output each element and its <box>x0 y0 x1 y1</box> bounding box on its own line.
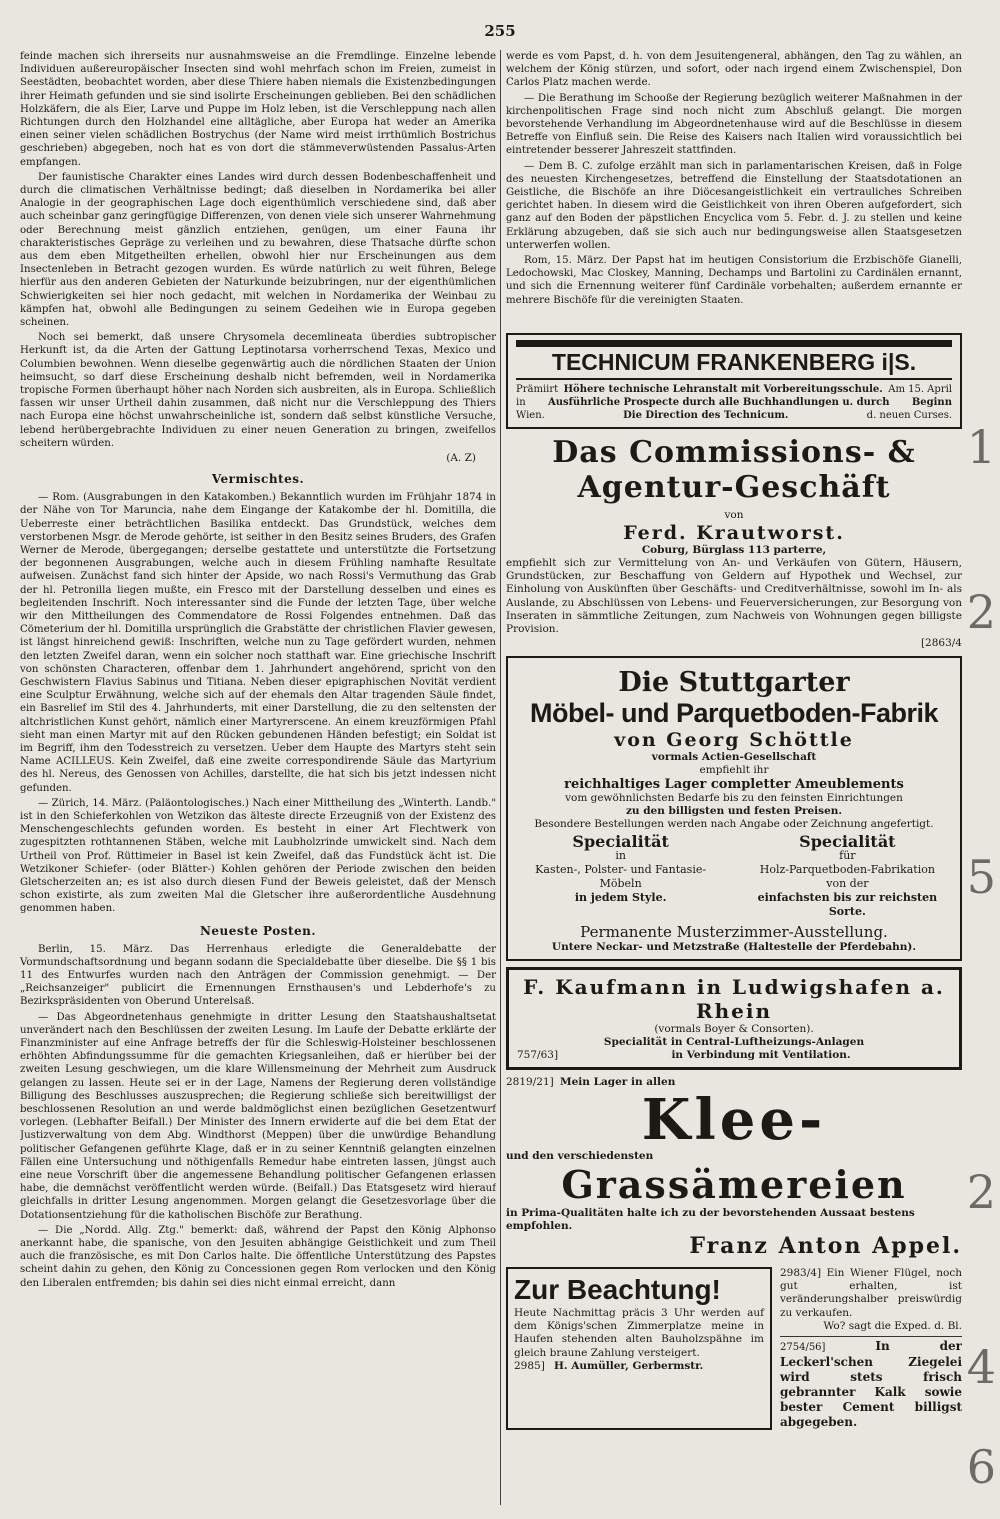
section-heading-vermischtes: Vermischtes. <box>211 472 305 487</box>
margin-pencil-mark: 2 <box>966 1165 996 1219</box>
ad-text: empfiehlt ihr <box>699 763 769 776</box>
ad-specialty-right <box>743 831 952 919</box>
ad-text: zu den billigsten und festen Preisen. <box>625 804 843 817</box>
ad-text: in Prima-Qualitäten halte ich zu der bevorstehenden Aussaat bestens empfohlen. <box>506 1206 915 1232</box>
ad-text: Höhere technische Lehranstalt mit Vorbereitungsschule. <box>563 383 883 395</box>
article-paragraph: — Zürich, 14. März. (Paläontologisches.) Nach einer Mittheilung des „Winterth. Landb." ist in den Schieferkohlen von Wetzikon das älteste directe Erzeugniß von der Existenz des Menschengeschlechts gefunden worden. Es besteht in einer Art Flechtwerk von zugespitzten rothtannenen Stäben, welche mit Laubholzrinde umwickelt sind. Nach dem Urtheil von Prof. Rüttimeier in Basel ist kein Zweifel, daß das Fundstück ächt ist. Die Wetzikoner Schiefer- (oder Blätter-) Kohlen gehören der Periode zwischen den beiden Gletscherzeiten an; es ist also durch diesen Fund der Beweis geleistet, daß der Mensch schon existirte, als zum zweiten Mal die Gletscher ihre außerordentliche Ausdehnung genommen haben. <box>20 797 496 915</box>
article-paragraph: Berlin, 15. März. Das Herrenhaus erledigte die Generaldebatte der Vormundschaftsordnung und begann sodann die Specialdebatte über dieselbe. Die §§ 1 bis 11 des Entwurfes wurden nach den Anträgen der Commission genehmigt. — Der „Reichsanzeiger" publicirt die Ernennungen Ernsthausen's und Lebderhofe's zu Bezirkspräsidenten von Oberund Unterelsaß. <box>20 943 496 1008</box>
margin-pencil-mark: 2 <box>966 585 996 639</box>
ad-fluegel <box>780 1267 962 1333</box>
ad-body: Heute Nachmittag präcis 3 Uhr werden auf dem Königs'schen Zimmerplatze meine in Haufen stehenden alten Bauholzspähne im gleich braune Zahlung versteigert. <box>514 1306 764 1359</box>
ad-text: Mein Lager in allen <box>560 1076 676 1089</box>
ad-text: Holz-Parquetboden-Fabrikation <box>759 862 935 876</box>
article-paragraph: — Das Abgeordnetenhaus genehmigte in dritter Lesung den Staatshaushaltsetat unverändert nach den Beschlüssen der zweiten Lesung. Im Laufe der Debatte erklärte der Finanzminister auf eine Anfrage betreffs der für die Schleswig-Holsteiner beschlossenen erhöhten Abfindungssumme für die gemachten Kriegsanleihen, daß er hierüber bei der zweiten Lesung geschwiegen, um die klare Willensmeinung der Mehrheit zum Ausdruck gelangen zu lassen. Heute sei er in der Lage, Namens der Regierung deren vollständige Billigung des Beschlusses auszusprechen; die Regierung schließe sich bereitwilligst der beschlossenen Resolution an und werde baldmöglichst einen bezüglichen Gesetzentwurf vorlegen. (Lebhafter Beifall.) Der Minister des Innern erwiderte auf die bei dem Etat der Justizverwaltung von dem Abg. Windthorst (Meppen) über die unwürdige Behandlung politischer Gefangenen geführte Klage, daß er in zu seiner Kenntniß gelangten einzelnen Fällen eine Untersuchung und nöthigenfalls Remedur habe eintreten lassen, jüngst auch eine neue Vorschrift über die angemessene Behandlung politischer Gefangenen erlassen habe, die demnächst veröffentlicht werden würde. (Beifall.) Das Etatsgesetz wird hierauf gleichfalls in dritter Lesung angenommen. Morgen gelangt die Gesetzesvorlage über die Dotationsentziehung für die katholischen Bischöfe zur Berathung. <box>20 1011 496 1221</box>
ad-text: vom gewöhnlichsten Bedarfe bis zu den feinsten Einrichtungen <box>565 791 903 804</box>
article-paragraph: — Die Berathung im Schooße der Regierung bezüglich weiterer Maßnahmen in der kirchenpolitischen Frage sind noch nicht zum Abschluß gelangt. Die morgen bevorstehende Verhandlung im Abgeordnetenhause wird auf die Beschlüsse in diesem Betreffe von Einfluß sein. Die Reise des Kaisers nach Italien wird voraussichtlich bei eintretender besserer Jahreszeit stattfinden. <box>506 92 962 157</box>
ad-ref: 2754/56] <box>780 1341 826 1353</box>
ad-name: Ferd. Krautworst. <box>623 521 845 544</box>
article-paragraph: werde es vom Papst, d. h. von dem Jesuitengeneral, abhängen, den Tag zu wählen, an welchem der König stürzen, und sofort, oder nach irgend einem Zwischenspiel, Don Carlos Platz machen werde. <box>506 51 962 89</box>
article-paragraph: — Rom. (Ausgrabungen in den Katakomben.) Bekanntlich wurden im Frühjahr 1874 in der Nähe von Tor Maruncia, nahe dem Eingange der Katakombe der hl. Domitilla, die Ueberreste einer beträchtlichen Basilika entdeckt. Das Grundstück, welches dem verstorbenen Msgr. de Merode gehörte, ist seither in den Besitz seines Bruders, des Grafen Werner de Merode, übergegangen; derselbe gestattete und unterstützte die Fortsetzung der begonnenen Ausgrabungen, welche auch in diesem Frühling namhafte Resultate aufweisen. Zunächst fand sich hinter der Apside, wo nach Rossi's Vermuthung das Grab der hl. Petronilla liegen mußte, ein Fresco mit der Darstellung desselben und eines es begleitenden Inschrift. Noch interessanter sind die Funde der letzten Tage, über welche wir den Mittheilungen des Commendatore de Rossi Folgendes entnehmen. Daß das Cömeterium der hl. Domitilla ursprünglich die Grabstätte der christlichen Flavier gewesen, ist längst hinreichend gewiß: Inschriften, welche nun zu Tage gefördert wurden, nehmen den letzten Zweifel daran, wenn ein solcher noch statthaft war. Eine griechische Inschrift von schönsten Characteren, offenbar dem 1. Jahrhundert angehörend, spricht von den Geschwistern Flavius Sabinus und Titiana. Neben dieser epigraphischen Novität verdient eine Sculptur Erwähnung, welche sich auf der ehemals den Altar tragenden Säule findet, ein Basrelief im Stil des 4. Jahrhunderts, mit einer Darstellung, die zu den seltensten der altchristlichen Kunst gehört, nämlich einer Martyrerscene. An einem kreuzförmigen Pfahl sieht man einen Martyr mit auf den Rücken gebundenen Händen befestigt; ein Soldat ist im Begriff, ihm den Todesstreich zu versetzen. Ueber dem Haupte des Martyrs steht sein Name ACILLEUS. Kein Zweifel, daß eine zweite correspondirende Säule das Martyrium des hl. Nereus, des Genossen von Achilles, darstellte, die hat sich bis jetzt indessen nicht gefunden. <box>20 492 496 794</box>
ad-text: Ausführliche Prospecte durch alle Buchhandlungen u. durch <box>547 396 890 408</box>
left-column <box>20 50 496 1510</box>
ad-text: und den verschiedensten <box>506 1149 654 1162</box>
ad-title: Die Stuttgarter <box>618 666 850 698</box>
right-column <box>506 50 962 1510</box>
ad-text: vormals Actien-Gesellschaft <box>651 750 817 763</box>
ad-text: (vormals Boyer & Consorten). <box>654 1022 814 1035</box>
ad-commissions-geschaeft <box>506 435 962 650</box>
article-paragraph: — Die „Nordd. Allg. Ztg." bemerkt: daß, während der Papst den König Alphonso anerkannt habe, die spanische, von den Jesuiten abhängige Geistlichkeit und zum Theil auch die französische, es mit Don Carlos halte. Die öffentliche Unterstützung des Papstes scheint dahin zu gehen, den König zu Concessionen gegen Rom verlocken und den König den Liberalen entfremden; bis dahin sei dies nicht einmal erreicht, dann <box>20 1224 496 1289</box>
ad-address: Coburg, Bürglass 113 parterre, <box>641 543 827 556</box>
ad-body: In der Leckerl'schen Ziegelei wird stets frisch gebrannter Kalk sowie bester Cement billigst abgegeben. <box>780 1338 962 1429</box>
ad-ref: 2819/21] <box>506 1076 554 1089</box>
ad-text: Beginn <box>911 396 952 408</box>
ad-text: für <box>839 848 856 862</box>
ad-title: Zur Beachtung! <box>514 1273 721 1305</box>
ad-big-text: Grassämereien <box>561 1161 907 1207</box>
ad-text: Wien. <box>516 409 545 421</box>
ad-address: Untere Neckar- und Metzstraße (Haltestelle der Pferdebahn). <box>551 940 917 953</box>
ad-name: F. Kaufmann in Ludwigshafen a. Rhein <box>523 974 945 1023</box>
ad-text: Kasten-, Polster- und Fantasie- <box>535 862 707 876</box>
ad-body: empfiehlt sich zur Vermittelung von An- und Verkäufen von Gütern, Häusern, Grundstücken, zur Beschaffung von Geldern auf Hypothek und Wechsel, zur Einholung von Auskünften über Geschäfts- und Creditverhältnisse, sowohl im In- als Auslande, zu Abschlüssen von Lebens- und Feuerversicherungen, zur Besorgung von Inseraten in sämmtliche Zeitungen, zum Nachweis von Wohnungen gegen billigste Provision. <box>506 556 962 636</box>
ad-text: von der <box>826 876 869 890</box>
ad-text: Die Direction des Technicum. <box>623 409 789 421</box>
ad-text: Möbeln <box>599 876 642 890</box>
margin-pencil-mark: 1 <box>966 420 996 474</box>
ad-subtitle: Möbel- und Parquetboden-Fabrik <box>530 697 938 728</box>
article-paragraph: Rom, 15. März. Der Papst hat im heutigen Consistorium die Erzbischöfe Gianelli, Ledochowski, Mac Closkey, Manning, Dechamps und Bartolini zu Cardinälen ernannt, und sich die Ernennung weiterer fünf Cardinäle vorbehalten; außerdem ernannte er mehrere Bischöfe für die vereinigten Staaten. <box>506 255 962 306</box>
ad-title: Das Commissions- & Agentur-Geschäft <box>552 434 916 505</box>
margin-pencil-mark: 6 <box>966 1440 996 1494</box>
ad-big-text: Klee- <box>641 1086 827 1153</box>
section-heading-neueste-posten: Neueste Posten. <box>199 923 317 938</box>
ad-name: von Georg Schöttle <box>614 728 854 751</box>
article-paragraph: Der faunistische Charakter eines Landes wird durch dessen Bodenbeschaffenheit und durch die climatischen Verhältnisse bedingt; daß dieselben in Nordamerika bei aller Analogie in der geographischen Lage doch eigenthümlich verschiedene sind, daß aber auch scheinbar ganz geringfügige Differenzen, von denen viele sich unserer Wahrnehmung oder Berechnung meist gänzlich entziehen, genügen, um einer Fauna ihr charakteristisches Gepräge zu verleihen und zu bewahren, diese Thatsache dürfte schon aus dem eben Mitgetheilten erhellen, obwohl hier nur Erscheinungen aus dem Insectenleben in Betracht gezogen wurden. Es würde natürlich zu weit führen, Belege hierfür aus den anderen Gebieten der Naturkunde beizubringen, nur der eigenthümlichen Schwierigkeiten sei hier noch gedacht, mit welchen in Nordamerika der Weinbau zu kämpfen hat, obwohl alle Bedingungen zu seinem Gedeihen wie in Europa gegeben scheinen. <box>20 171 496 329</box>
margin-pencil-mark: 5 <box>966 850 996 904</box>
ad-text: Permanente Musterzimmer-Ausstellung. <box>580 922 888 941</box>
ad-ref: 757/63] <box>517 1048 559 1061</box>
ad-technicum-title: TECHNICUM FRANKENBERG i|S. <box>516 340 952 380</box>
ad-text: Specialität <box>572 831 669 851</box>
ad-specialty-left <box>516 831 725 919</box>
bottom-ads <box>506 1267 962 1430</box>
ad-text: in Verbindung mit Ventilation. <box>671 1048 851 1061</box>
ad-text: in jedem Style. <box>574 890 667 904</box>
ad-kalk <box>780 1336 962 1430</box>
ad-kaufmann <box>506 967 962 1071</box>
ad-text: Wo? sagt die Exped. d. Bl. <box>823 1319 962 1332</box>
ad-ref: 2985] <box>514 1359 545 1372</box>
article-paragraph: — Dem B. C. zufolge erzählt man sich in parlamentarischen Kreisen, daß in Folge des neuesten Kirchengesetzes, betreffend die Einstellung der Staatsdotationen an Geistliche, die Bischöfe an ihre Diöcesangeistlichkeit ein vertrauliches Schreiben gerichtet haben. In diesem wird die Geistlichkeit von ihren Oberen aufgefordert, sich ganz auf den Boden der päpstlichen Encyclica vom 5. Febr. d. J. zu stellen und keine Erklärung abzugeben, daß sie sich auch nur bedingungsweise allen Staatsgesetzen unterwerfen wollen. <box>506 160 962 251</box>
article-paragraph: Noch sei bemerkt, daß unsere Chrysomela decemlineata überdies subtropischer Herkunft ist, da die Arten der Gattung Leptinotarsa vorherrschend Texas, Mexico und Columbien bewohnen. Wenn dieselbe gegenwärtig auch die nördlichen Staaten der Union heimsucht, so darf diese Erscheinung deshalb nicht befremden, weil in Nordamerika tropische Formen überhaupt höher nach Norden sich ausbreiten, als in Europa. Schließlich fassen wir unser Urtheil dahin zusammen, daß nicht nur die Verschleppung des Thiers nach Europa eine höchst unwahrscheinliche ist, sondern daß selbst künstliche Versuche, lebend herübergebrachte Individuen zu einer neuen Generation zu bringen, zweifellos scheitern würden. <box>20 332 496 449</box>
ad-text: d. neuen Curses. <box>866 409 952 421</box>
ad-text: reichhaltiges Lager completter Ameublements <box>564 776 904 792</box>
page-number: 255 <box>484 22 516 40</box>
ad-ref: 2983/4] <box>780 1266 822 1279</box>
ad-name: Franz Anton Appel. <box>689 1232 962 1259</box>
ad-text: Am 15. April <box>888 383 952 395</box>
ad-text: in <box>615 848 626 862</box>
ad-stuttgarter-moebel <box>506 656 962 961</box>
margin-pencil-mark: 4 <box>966 1340 996 1394</box>
ad-zur-beachtung <box>506 1267 772 1430</box>
ad-text: Besondere Bestellungen werden nach Angabe oder Zeichnung angefertigt. <box>534 817 934 830</box>
ad-text: von <box>724 508 744 521</box>
ad-text: Prämiirt <box>516 383 559 395</box>
ad-text: Specialität in Central-Luftheizungs-Anlagen <box>603 1035 865 1048</box>
column-divider <box>500 50 501 1505</box>
ad-text: Specialität <box>799 831 896 851</box>
ad-name: H. Aumüller, Gerbermstr. <box>554 1359 704 1372</box>
ad-klee <box>506 1076 962 1259</box>
article-signature: (A. Z) <box>446 452 476 465</box>
article-paragraph: feinde machen sich ihrerseits nur ausnahmsweise an die Fremdlinge. Einzelne lebende Individuen außereuropäischer Insecten sind wohl mehrfach schon im Freien, zumeist in Seestädten, beobachtet worden, aber diese Thiere haben niemals die Existenzbedingungen ihrer Heimath gefunden und sie sind isolirte Erscheinungen geblieben. Bei den schädlichen Holzkäfern, die als Eier, Larve und Puppe im Holz leben, ist die Verschleppung nach allen Richtungen durch den Holzhandel eine alltägliche, aber Europa hat weder an Amerika einen seiner vielen schädlichen Bostrychus (der Name wird meist irrthümlich Bostrichus geschrieben) abgegeben, noch hat es von dort die stämmeverwüstenden Passalus-Arten empfangen. <box>20 51 496 168</box>
ad-text: einfachsten bis zur reichsten Sorte. <box>757 890 938 918</box>
ad-small-stack <box>780 1267 962 1430</box>
ad-text: in <box>516 396 526 408</box>
ad-body: Ein Wiener Flügel, noch gut erhalten, ist veränderungshalber preiswürdig zu verkaufen. <box>780 1266 962 1319</box>
ad-technicum <box>506 333 962 429</box>
ad-ref: [2863/4 <box>920 636 962 649</box>
